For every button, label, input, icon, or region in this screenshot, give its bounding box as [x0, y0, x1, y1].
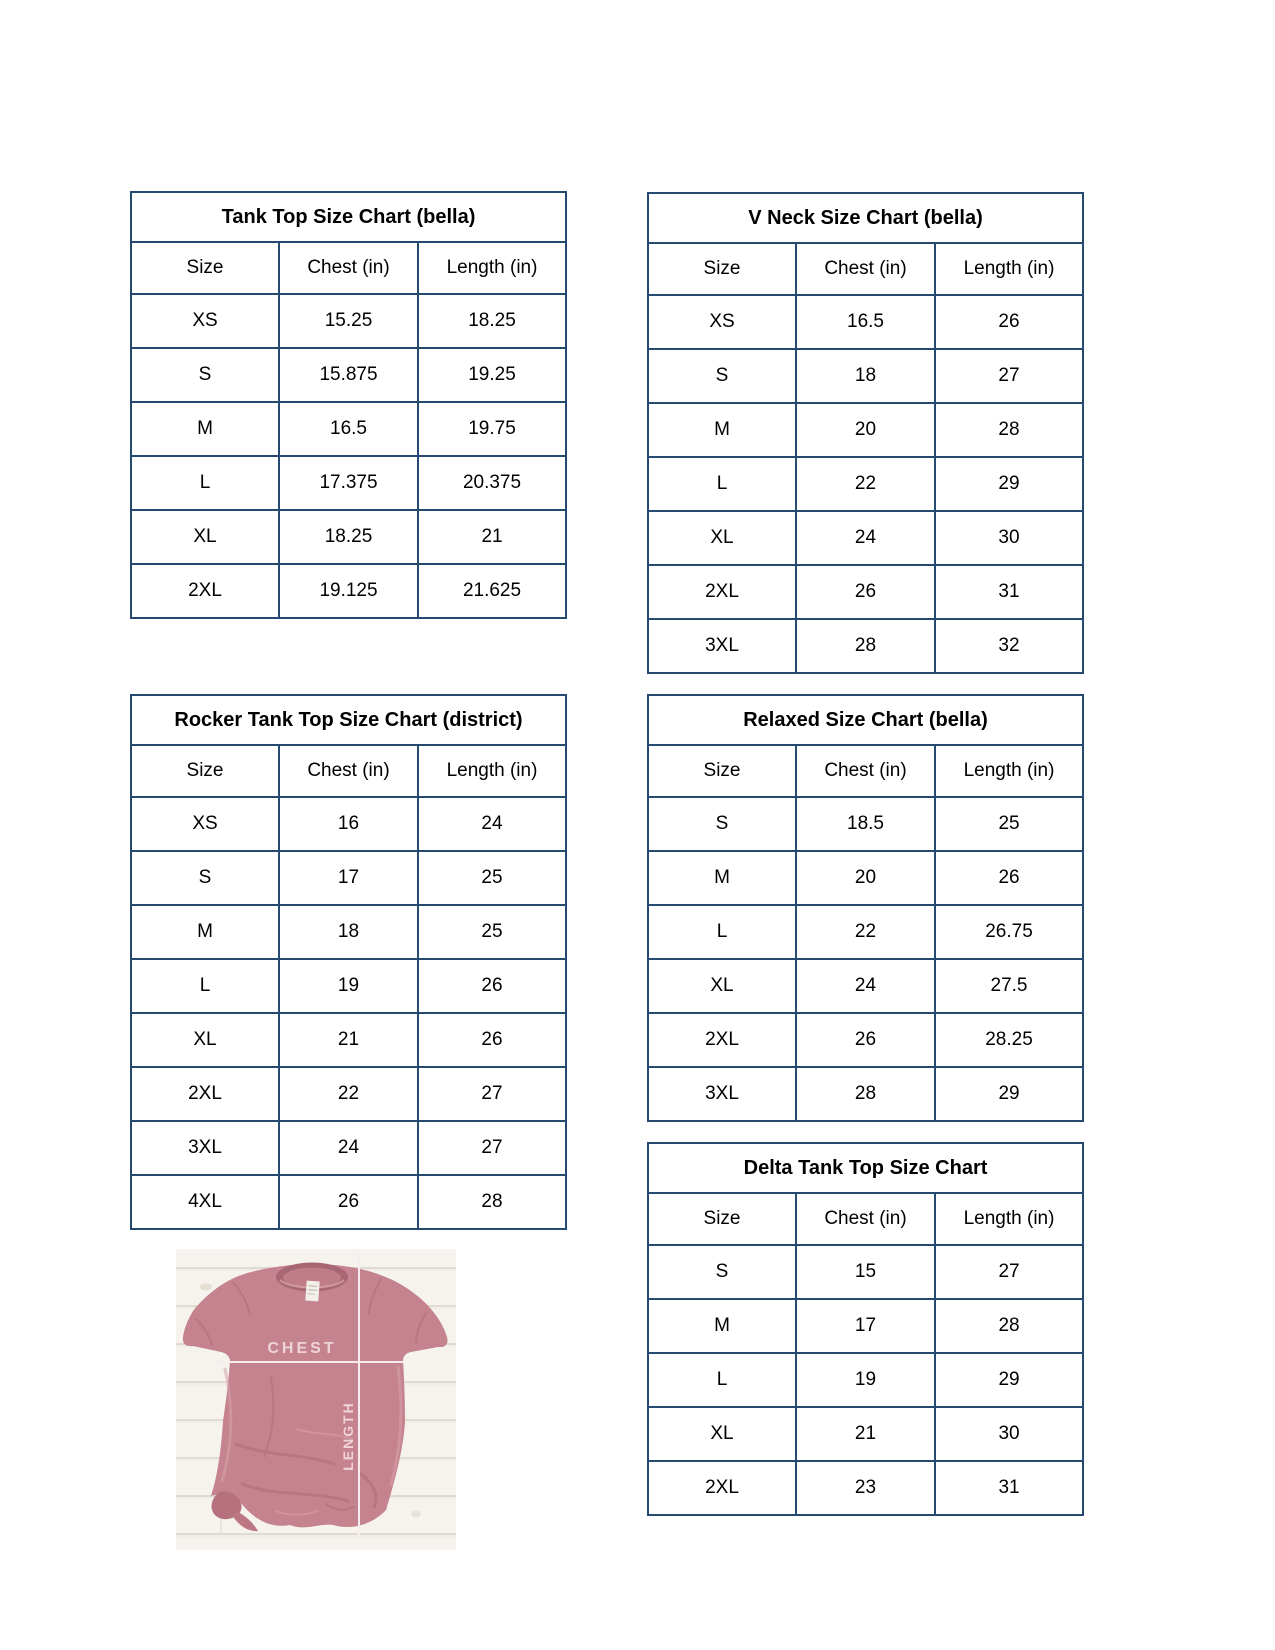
length-cell: 30	[935, 1407, 1083, 1461]
chest-cell: 22	[796, 457, 935, 511]
length-cell: 29	[935, 1353, 1083, 1407]
size-row	[131, 1067, 566, 1121]
column-header: Chest (in)	[796, 243, 935, 295]
length-cell: 21	[418, 510, 566, 564]
size-row	[131, 510, 566, 564]
column-header-row	[648, 243, 1083, 295]
size-cell: L	[648, 905, 796, 959]
size-row	[648, 1407, 1083, 1461]
size-row	[648, 959, 1083, 1013]
size-row	[648, 1067, 1083, 1121]
table-title-row	[648, 193, 1083, 243]
table-title-row	[131, 695, 566, 745]
size-row	[648, 511, 1083, 565]
length-cell: 28	[935, 403, 1083, 457]
chest-cell: 20	[796, 403, 935, 457]
length-cell: 27.5	[935, 959, 1083, 1013]
size-cell: XS	[131, 294, 279, 348]
size-row	[648, 797, 1083, 851]
chest-cell: 16.5	[279, 402, 418, 456]
chest-cell: 18	[796, 349, 935, 403]
tank-top-size-chart-body	[131, 192, 566, 618]
chest-cell: 15.25	[279, 294, 418, 348]
size-cell: 2XL	[131, 1067, 279, 1121]
column-header: Length (in)	[935, 243, 1083, 295]
wood-knot	[411, 1511, 421, 1517]
size-row	[648, 851, 1083, 905]
size-cell: M	[648, 1299, 796, 1353]
chest-label: CHEST	[267, 1340, 337, 1357]
size-cell: 2XL	[648, 1013, 796, 1067]
size-cell: S	[648, 1245, 796, 1299]
tank-top-size-chart-table	[130, 191, 567, 619]
size-cell: M	[131, 402, 279, 456]
relaxed-size-chart-table	[647, 694, 1084, 1122]
table-title-row	[648, 695, 1083, 745]
size-cell: XL	[131, 510, 279, 564]
size-cell: L	[131, 456, 279, 510]
length-cell: 25	[418, 905, 566, 959]
table-title: Delta Tank Top Size Chart	[648, 1143, 1083, 1193]
column-header: Length (in)	[935, 745, 1083, 797]
length-cell: 26.75	[935, 905, 1083, 959]
size-row	[131, 905, 566, 959]
size-row	[131, 402, 566, 456]
size-cell: XS	[131, 797, 279, 851]
length-cell: 19.25	[418, 348, 566, 402]
chest-cell: 19	[279, 959, 418, 1013]
length-label: LENGTH	[340, 1401, 356, 1471]
size-cell: 2XL	[648, 565, 796, 619]
length-cell: 31	[935, 1461, 1083, 1515]
chest-cell: 22	[796, 905, 935, 959]
chest-cell: 23	[796, 1461, 935, 1515]
size-row	[131, 456, 566, 510]
size-cell: XL	[131, 1013, 279, 1067]
size-row	[131, 851, 566, 905]
column-header: Size	[648, 745, 796, 797]
delta-tank-top-size-chart-body	[648, 1143, 1083, 1515]
chest-cell: 21	[279, 1013, 418, 1067]
chest-cell: 26	[796, 1013, 935, 1067]
chest-cell: 16.5	[796, 295, 935, 349]
column-header: Size	[131, 745, 279, 797]
size-cell: XS	[648, 295, 796, 349]
length-cell: 26	[935, 851, 1083, 905]
size-row	[648, 1245, 1083, 1299]
length-cell: 25	[935, 797, 1083, 851]
table-title-row	[131, 192, 566, 242]
chest-cell: 24	[796, 959, 935, 1013]
size-row	[131, 564, 566, 618]
length-cell: 19.75	[418, 402, 566, 456]
chest-cell: 17.375	[279, 456, 418, 510]
size-row	[648, 403, 1083, 457]
length-cell: 27	[418, 1067, 566, 1121]
column-header-row	[648, 745, 1083, 797]
column-header: Length (in)	[935, 1193, 1083, 1245]
size-cell: 2XL	[648, 1461, 796, 1515]
size-cell: L	[648, 1353, 796, 1407]
size-row	[648, 457, 1083, 511]
length-cell: 27	[418, 1121, 566, 1175]
relaxed-size-chart-body	[648, 695, 1083, 1121]
size-row	[131, 959, 566, 1013]
chest-cell: 19	[796, 1353, 935, 1407]
column-header: Length (in)	[418, 745, 566, 797]
size-cell: XL	[648, 959, 796, 1013]
chest-cell: 18	[279, 905, 418, 959]
size-cell: 3XL	[131, 1121, 279, 1175]
size-row	[648, 905, 1083, 959]
length-cell: 29	[935, 457, 1083, 511]
size-row	[648, 295, 1083, 349]
size-cell: XL	[648, 1407, 796, 1461]
column-header: Chest (in)	[279, 242, 418, 294]
table-title: Rocker Tank Top Size Chart (district)	[131, 695, 566, 745]
size-row	[131, 1175, 566, 1229]
size-cell: S	[131, 851, 279, 905]
length-cell: 25	[418, 851, 566, 905]
length-cell: 26	[935, 295, 1083, 349]
column-header-row	[131, 745, 566, 797]
chest-cell: 19.125	[279, 564, 418, 618]
chest-cell: 28	[796, 619, 935, 673]
size-row	[648, 619, 1083, 673]
chest-cell: 26	[279, 1175, 418, 1229]
chest-cell: 24	[279, 1121, 418, 1175]
table-title-row	[648, 1143, 1083, 1193]
size-row	[131, 1013, 566, 1067]
column-header-row	[648, 1193, 1083, 1245]
chest-cell: 28	[796, 1067, 935, 1121]
length-cell: 27	[935, 1245, 1083, 1299]
chest-cell: 18.25	[279, 510, 418, 564]
size-cell: 3XL	[648, 1067, 796, 1121]
size-cell: M	[131, 905, 279, 959]
size-cell: S	[648, 349, 796, 403]
column-header: Length (in)	[418, 242, 566, 294]
size-row	[648, 1013, 1083, 1067]
wood-knot	[200, 1284, 212, 1291]
chest-cell: 17	[796, 1299, 935, 1353]
size-row	[131, 797, 566, 851]
care-tag	[305, 1281, 319, 1302]
size-row	[648, 1353, 1083, 1407]
length-cell: 32	[935, 619, 1083, 673]
length-cell: 27	[935, 349, 1083, 403]
shirt-measurement-photo	[176, 1249, 456, 1550]
size-row	[648, 349, 1083, 403]
size-cell: S	[131, 348, 279, 402]
size-cell: XL	[648, 511, 796, 565]
chest-cell: 26	[796, 565, 935, 619]
length-cell: 18.25	[418, 294, 566, 348]
size-row	[648, 1299, 1083, 1353]
length-cell: 26	[418, 959, 566, 1013]
size-cell: 3XL	[648, 619, 796, 673]
chest-cell: 21	[796, 1407, 935, 1461]
size-cell: M	[648, 851, 796, 905]
size-row	[131, 294, 566, 348]
chest-cell: 18.5	[796, 797, 935, 851]
size-cell: 4XL	[131, 1175, 279, 1229]
column-header: Size	[648, 1193, 796, 1245]
length-cell: 21.625	[418, 564, 566, 618]
size-row	[131, 1121, 566, 1175]
chest-cell: 16	[279, 797, 418, 851]
length-cell: 31	[935, 565, 1083, 619]
length-cell: 26	[418, 1013, 566, 1067]
shirt-measurement-photo-svg	[176, 1249, 456, 1550]
v-neck-size-chart-table	[647, 192, 1084, 674]
size-row	[648, 565, 1083, 619]
chest-cell: 24	[796, 511, 935, 565]
column-header-row	[131, 242, 566, 294]
column-header: Chest (in)	[279, 745, 418, 797]
chest-cell: 20	[796, 851, 935, 905]
column-header: Chest (in)	[796, 745, 935, 797]
length-cell: 30	[935, 511, 1083, 565]
chest-cell: 22	[279, 1067, 418, 1121]
delta-tank-top-size-chart-table	[647, 1142, 1084, 1516]
column-header: Size	[648, 243, 796, 295]
table-title: Tank Top Size Chart (bella)	[131, 192, 566, 242]
table-title: V Neck Size Chart (bella)	[648, 193, 1083, 243]
chest-cell: 17	[279, 851, 418, 905]
size-cell: L	[648, 457, 796, 511]
table-title: Relaxed Size Chart (bella)	[648, 695, 1083, 745]
size-cell: 2XL	[131, 564, 279, 618]
rocker-tank-top-size-chart-body	[131, 695, 566, 1229]
length-cell: 24	[418, 797, 566, 851]
length-cell: 28.25	[935, 1013, 1083, 1067]
size-cell: S	[648, 797, 796, 851]
column-header: Chest (in)	[796, 1193, 935, 1245]
v-neck-size-chart-body	[648, 193, 1083, 673]
size-row	[648, 1461, 1083, 1515]
size-cell: L	[131, 959, 279, 1013]
rocker-tank-top-size-chart-table	[130, 694, 567, 1230]
chest-cell: 15.875	[279, 348, 418, 402]
size-cell: M	[648, 403, 796, 457]
length-cell: 20.375	[418, 456, 566, 510]
length-cell: 28	[418, 1175, 566, 1229]
length-cell: 28	[935, 1299, 1083, 1353]
size-row	[131, 348, 566, 402]
column-header: Size	[131, 242, 279, 294]
chest-cell: 15	[796, 1245, 935, 1299]
length-cell: 29	[935, 1067, 1083, 1121]
